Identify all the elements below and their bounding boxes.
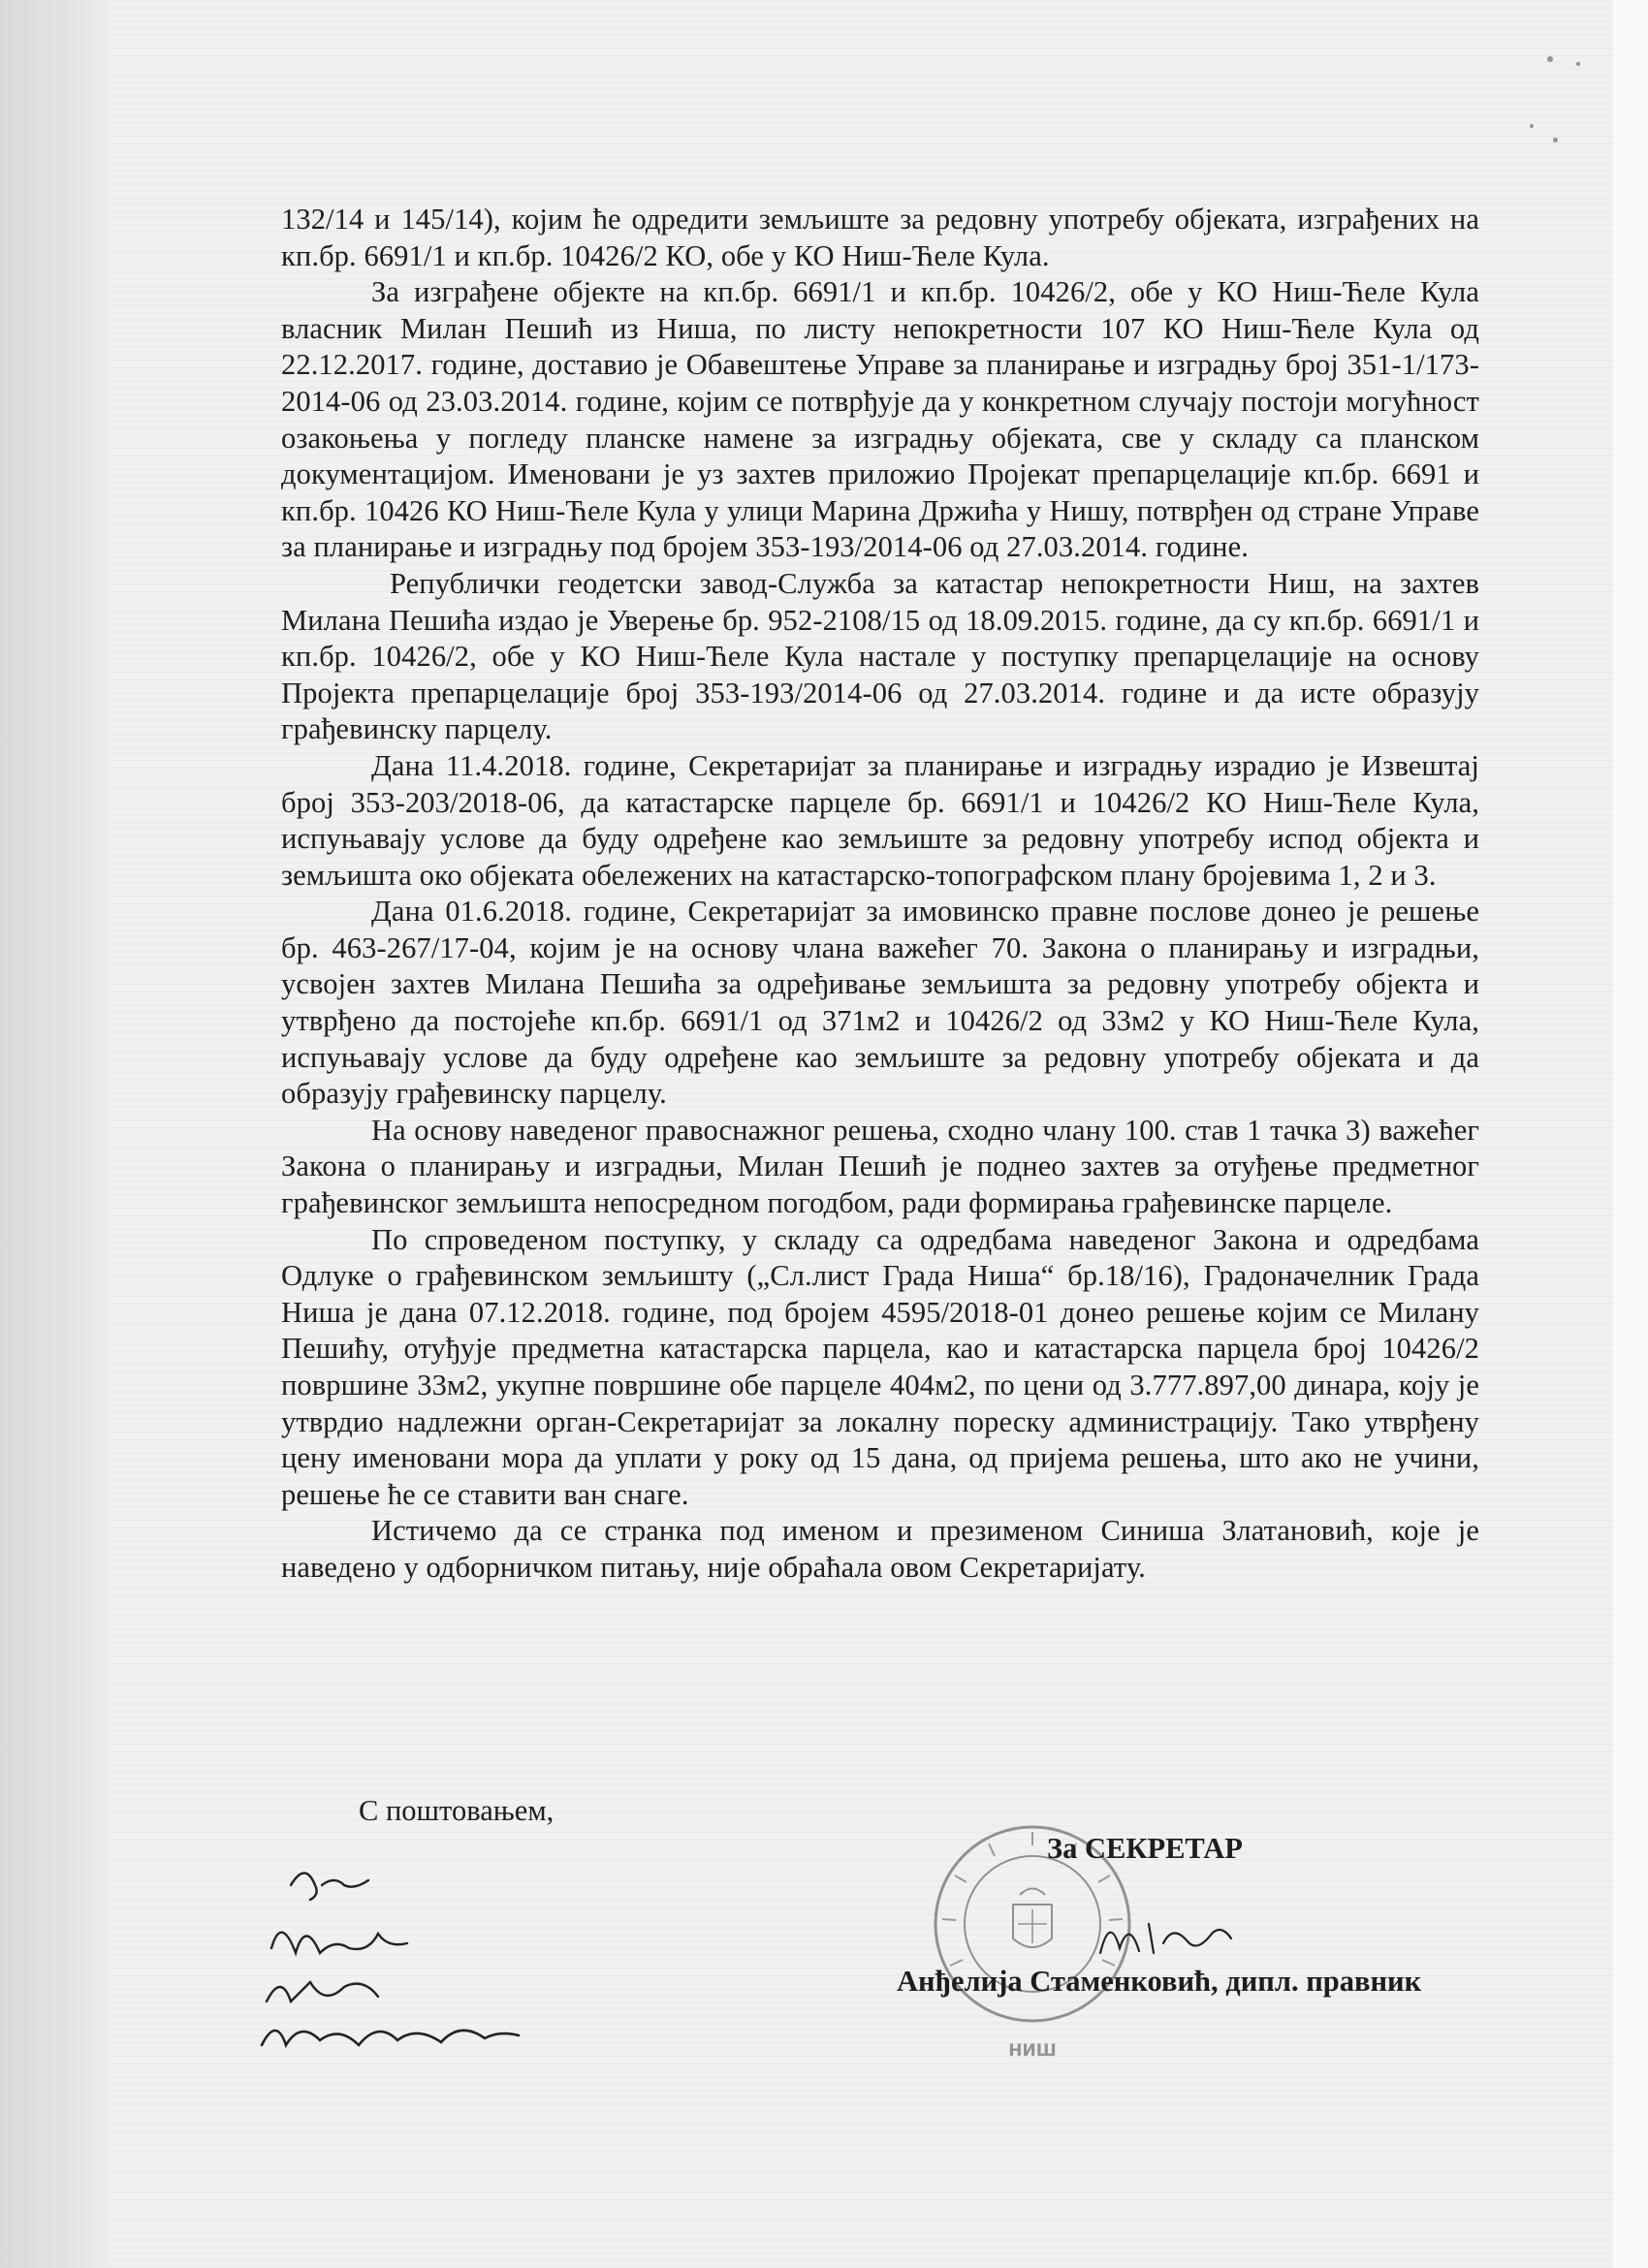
handwritten-initials	[252, 1856, 533, 2064]
paragraph: Истичемо да се странка под именом и презименом Синиша Златановић, које је наведено у одборничком питању, није обраћала овом Секретаријату.	[281, 1514, 1479, 1584]
scan-speck	[1553, 138, 1558, 142]
paragraph: По спроведеном поступку, у складу са одредбама наведеног Закона и одредбама Одлуке о грађевинском земљишту („Сл.лист Града Ниша“ бр.18/16), Градоначелник Града Ниша је дана 07.12.2018. године, под бројем 4595/2018-01 донео решење којим се Милану Пешићу, отуђује предметна катастарска парцела, као и катастарска парцела број 10426/2 површине 33м2, укупне површине обе парцеле 404м2, по цени од 3.777.897,00 динара, коју је утврдио надлежни орган-Секретаријат за локалну пореску администрацију. Тако утврђену цену именовани мора да уплати у року од 15 дана, од пријема решења, што ако не учини, решење ће се ставити ван снаге.	[281, 1222, 1479, 1511]
closing-greeting: С поштовањем,	[359, 1794, 555, 1827]
secretary-title: За СЕКРЕТАР	[1047, 1832, 1243, 1865]
scan-left-margin	[0, 0, 109, 2268]
paragraph: За изграђене објекте на кп.бр. 6691/1 и кп.бр. 10426/2, обе у КО Ниш-Ћеле Кула власник Милан Пешић из Ниша, по листу непокретности 107 КО Ниш-Ћеле Кула од 22.12.2017. године, доставио је Обавештење Управе за планирање и изградњу број 351-1/173-2014-06 од 23.03.2014. године, којим се потврђује да у конкретном случају постоји могућност озакоњења у погледу планске намене за изградњу објеката, све у складу са планском документацијом. Именовани је уз захтев приложио Пројекат препарцелације кп.бр. 6691 и кп.бр. 10426 КО Ниш-Ћеле Кула у улици Марина Држића у Нишу, потврђен од стране Управе за планирање и изградњу под бројем 353-193/2014-06 од 27.03.2014. године.	[281, 275, 1479, 564]
secretary-signature	[1095, 1905, 1241, 1963]
paragraph: Дана 01.6.2018. године, Секретаријат за имовинско правне послове донео је решење бр. 463-267/17-04, којим је на основу члана важећег 70. Закона о планирању и изградњи, усвојен захтев Милана Пешића за одређивање земљишта за редовну употребу објекта и утврђено да постојеће кп.бр. 6691/1 од 371м2 и 10426/2 од 33м2 у КО Ниш-Ћеле Кула, испуњавају услове да буду одређене као земљиште за редовну употребу објеката и да образују грађевинску парцелу.	[281, 895, 1479, 1111]
scan-speck	[1530, 124, 1534, 128]
paragraph: На основу наведеног правоснажног решења, сходно члану 100. став 1 тачка 3) важећег Закона о планирању и изградњи, Милан Пешић је поднео захтев за отуђење предметног грађевинског земљишта непосредном погодбом, ради формирања грађевинске парцеле.	[281, 1113, 1479, 1220]
scan-speck	[1576, 62, 1580, 66]
scan-speck	[1547, 56, 1553, 62]
paragraph: Дана 11.4.2018. године, Секретаријат за планирање и изградњу израдио је Извештај број 353-203/2018-06, да катастарске парцеле бр. 6691/1 и 10426/2 КО Ниш-Ћеле Кула, испуњавају услове да буду одређене као земљиште за редовну употребу испод објекта и земљишта око објеката обележених на катастарско-топографском плану бројевима 1, 2 и 3.	[281, 748, 1479, 892]
stamp-city-label: НИШ	[1008, 2041, 1057, 2061]
paragraph: Републички геодетски завод-Служба за катастар непокретности Ниш, на захтев Милана Пешића издао је Уверење бр. 952-2108/15 од 18.09.2015. године, да су кп.бр. 6691/1 и кп.бр. 10426/2, обе у КО Ниш-Ћеле Кула настале у поступку препарцелације на основу Пројекта препарцелације број 353-193/2014-06 од 27.03.2014. године и да исте образују грађевинску парцелу.	[281, 566, 1479, 746]
secretary-name: Анђелија Стаменковић, дипл. правник	[897, 1965, 1422, 1998]
scan-right-margin	[1613, 0, 1648, 2268]
letter-body	[281, 202, 1479, 1587]
paragraph: 132/14 и 145/14), којим ће одредити земљиште за редовну употребу објеката, изграђених на кп.бр. 6691/1 и кп.бр. 10426/2 КО, обе у КО Ниш-Ћеле Кула.	[281, 203, 1479, 272]
